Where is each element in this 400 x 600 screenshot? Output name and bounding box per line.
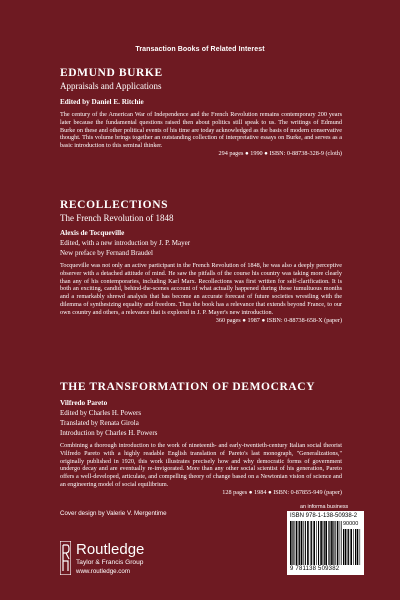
book-credit-editor: Edited by Charles H. Powers: [60, 409, 142, 417]
book-author: Vilfredo Pareto: [60, 399, 108, 407]
isbn-barcode: [287, 511, 364, 575]
book-title: EDMUND BURKE: [60, 67, 163, 79]
book-meta: 294 pages ● 1990 ● ISBN: 0-88738-328-9 (cloth): [218, 149, 342, 157]
book-meta: 360 pages ● 1987 ● ISBN: 0-88738-658-X (paper): [215, 316, 342, 324]
barcode-icon: [290, 521, 342, 565]
book-subtitle: Appraisals and Applications: [60, 81, 162, 91]
book-credit-translator: Translated by Renata Girola: [60, 419, 139, 427]
book-author: Alexis de Tocqueville: [60, 229, 125, 237]
addon-barcode-icon: [343, 529, 361, 565]
price-code: 90000: [343, 521, 359, 527]
book-entry-recollections: [60, 199, 342, 325]
book-description: Combining a thorough introduction to the work of nineteenth- and early-twentieth-century Italian social theorist Vilfredo Pareto with a highly readable English translation of Pareto's last monograph, "Generalizations," originally published in 1920, this work illustrates precisely how and why democratic forms of government undergo decay and are eventually re-invigorated. More than any other social scientist of his generation, Pareto offers a well-developed, articulate, and compelling theory of change based on a Newtonian vision of science and an engineering model of social equilibrium.: [60, 442, 342, 488]
barcode-digits: 9 781138 509382: [290, 566, 340, 572]
book-subtitle: The French Revolution of 1848: [60, 213, 174, 223]
book-title: THE TRANSFORMATION OF DEMOCRACY: [60, 381, 316, 393]
book-editor: Edited by Daniel E. Ritchie: [60, 98, 144, 106]
book-title: RECOLLECTIONS: [60, 199, 169, 211]
publisher-group: Taylor & Francis Group: [76, 559, 144, 566]
publisher-logo: [60, 541, 220, 581]
book-credit-introduction: Introduction by Charles H. Powers: [60, 429, 158, 437]
book-credit-editor: Edited, with a new introduction by J. P. Mayer: [60, 239, 191, 247]
informa-tagline: an informa business: [300, 504, 349, 510]
isbn-number: ISBN 978-1-138-50938-2: [290, 513, 358, 519]
book-entry-transformation: [60, 381, 342, 497]
cover-design-credit: Cover design by Valerie V. Mergentime: [60, 510, 167, 517]
routledge-logo-icon: [60, 541, 71, 575]
book-description: Tocqueville was not only an active participant in the French Revolution of 1848, he was also a deeply perceptive observer with a detached attitude of mind. He saw the pitfalls of the course his country was taking more clearly than any of his contemporaries, including Karl Marx. Recollections was first written for self-clarification. It is both an exciting, candid, behind-the-scenes account of what actually happened during those tumultuous months and a remarkably shrewd analysis that has become an accurate forecast of future societies wrestling with the dilemma of synthesizing equality and freedom. Thus the book has a relevance that extends beyond France, to our own country and others, a relevance that is explored in J. P. Mayer's new introduction.: [60, 262, 342, 316]
book-entry-burke: [60, 67, 342, 158]
publisher-url: www.routledge.com: [76, 568, 130, 575]
book-credit-preface: New preface by Fernand Braudel: [60, 249, 153, 257]
book-meta: 128 pages ● 1984 ● ISBN: 0-87855-949 (paper): [222, 488, 342, 496]
book-description: The century of the American War of Independence and the French Revolution remains contemporary 200 years later because the fundamental questions raised then about politics still speak to us. The writings of Edmund Burke on these and other political events of his time are today acknowledged as the basis of modern conservative thought. This volume brings together an outstanding collection of interpretative essays on Burke, and serves as a basic introduction to this seminal thinker.: [60, 111, 342, 150]
publisher-name: Routledge: [76, 541, 145, 558]
series-heading: Transaction Books of Related Interest: [135, 46, 265, 53]
